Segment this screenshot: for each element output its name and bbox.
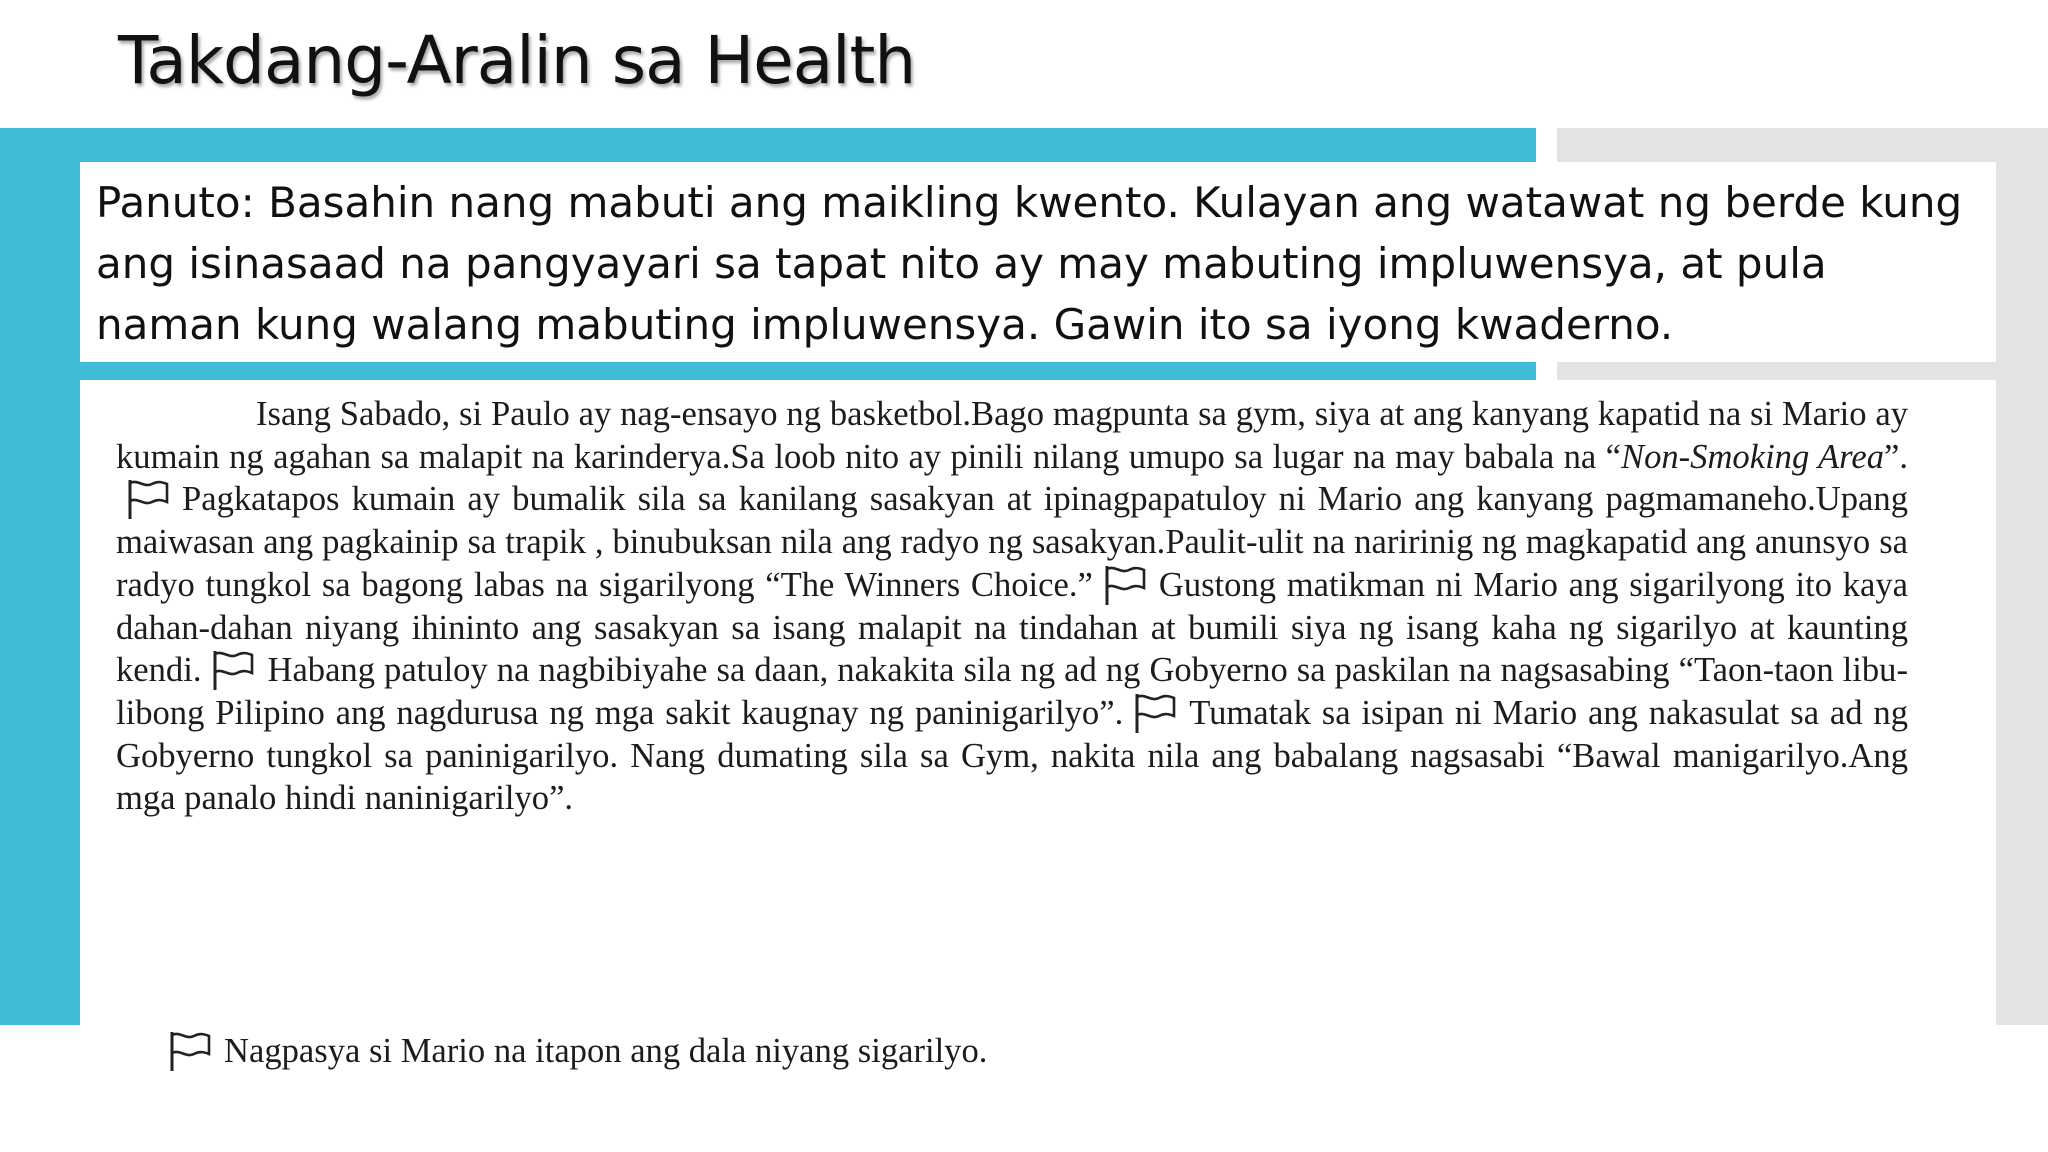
story-sentence-1: Isang Sabado, si Paulo ay nag-ensayo ng basketbol.Bago magpunta sa gym, siya at ang kanyang kapatid na si Mario ay kumain ng agahan sa malapit na karinderya.Sa loob nito ay pinili nilang umupo sa lugar na may babala na “ <box>116 395 1908 476</box>
story-sentence-4: Habang patuloy na nagbibiyahe sa daan, nakakita sila ng ad ng Gobyerno sa paskilan na nagsasabing “Taon-taon libu-libong Pilipino ang nagdurusa ng mga sakit kaugnay ng paninigarilyo”. <box>116 651 1908 732</box>
story-sentence-3: Gustong matikman ni Mario ang sigarilyong ito kaya dahan-dahan niyang ihininto ang sasakyan sa isang malapit na tindahan at bumili siya ng isang kaha ng sigarilyo at kaunting kendi. <box>116 565 1908 690</box>
flag-outline-icon[interactable] <box>1131 692 1181 734</box>
flag-outline-icon[interactable] <box>166 1030 216 1072</box>
story-last-line <box>158 1030 987 1072</box>
instruction-text: Panuto: Basahin nang mabuti ang maikling kwento. Kulayan ang watawat ng berde kung ang isinasaad na pangyayari sa tapat nito ay may mabuting impluwensya, at pula naman kung walang mabuting impluwensya. Gawin ito sa iyong kwaderno. <box>96 178 1963 349</box>
story-sentence-6: Nagpasya si Mario na itapon ang dala niyang sigarilyo. <box>224 1032 988 1070</box>
instruction-box <box>80 162 1996 362</box>
slide-title: Takdang-Aralin sa Health <box>118 22 916 99</box>
story-sentence-5: Tumatak sa isipan ni Mario ang nakasulat sa ad ng Gobyerno tungkol sa paninigarilyo. Nang dumating sila sa Gym, nakita nila ang babalang nagsasabi “Bawal manigarilyo.Ang mga panalo hindi naninigarilyo”. <box>116 693 1909 818</box>
flag-outline-icon[interactable] <box>124 478 174 520</box>
story-non-smoking-area: Non-Smoking Area <box>1621 437 1884 476</box>
story-sentence-2: Pagkatapos kumain ay bumalik sila sa kanilang sasakyan at ipinagpapatuloy ni Mario ang kanyang pagmamaneho.Upang maiwasan ang pagkainip sa trapik , binubuksan nila ang radyo ng sasakyan.Paulit-ulit na naririnig ng magkapatid ang anunsyo sa radyo tungkol sa bagong labas na sigarilyong “The Winners Choice.” <box>116 480 1908 604</box>
story-text <box>116 393 1908 820</box>
flag-outline-icon[interactable] <box>209 649 259 691</box>
story-sentence-1-end: ”. <box>1883 437 1908 476</box>
flag-outline-icon[interactable] <box>1101 564 1151 606</box>
